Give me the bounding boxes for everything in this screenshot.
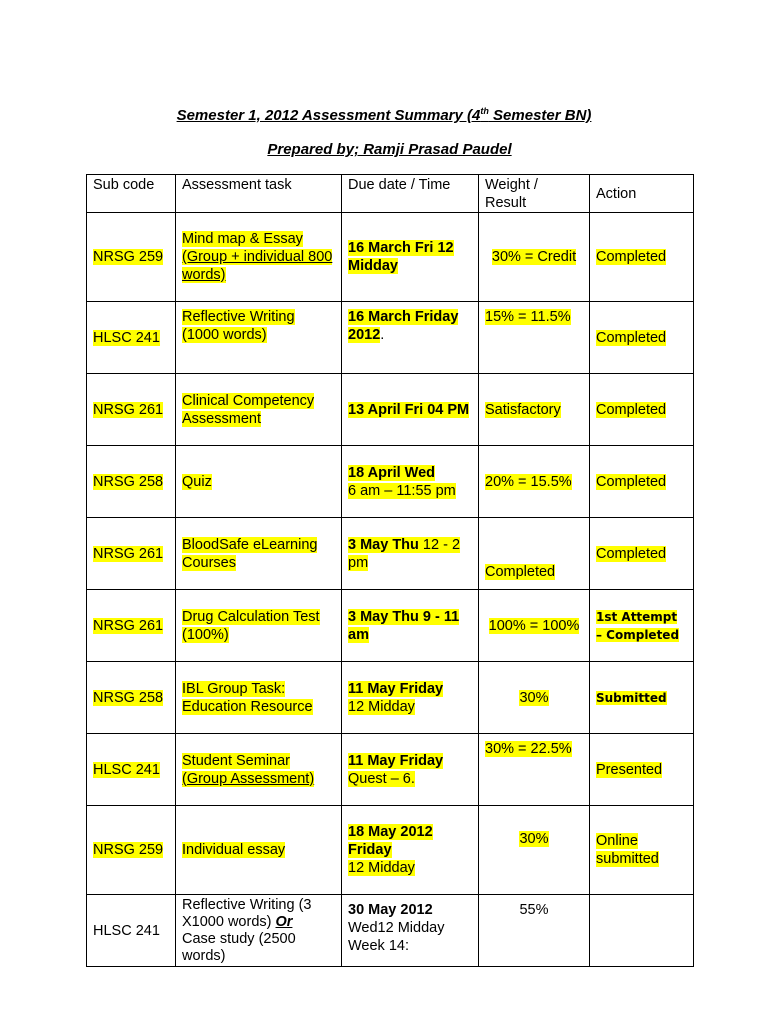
assessment-table bbox=[86, 174, 694, 967]
sub-code-cell: NRSG 259 bbox=[87, 806, 176, 895]
task-cell: Reflective Writing (1000 words) bbox=[176, 302, 342, 374]
sub-code-cell: NRSG 261 bbox=[87, 518, 176, 590]
table-row bbox=[87, 590, 694, 662]
due-cell: 18 May 2012 Friday 12 Midday bbox=[342, 806, 479, 895]
task-cell: Quiz bbox=[176, 446, 342, 518]
due-cell: 11 May Friday Quest – 6. bbox=[342, 734, 479, 806]
weight-cell: 30% = 22.5% bbox=[479, 734, 590, 806]
action-cell: Completed bbox=[590, 213, 694, 302]
sub-code-cell: NRSG 258 bbox=[87, 662, 176, 734]
sub-code-cell: NRSG 261 bbox=[87, 590, 176, 662]
task-cell: Reflective Writing (3 X1000 words) Or Case study (2500 words) bbox=[176, 895, 342, 967]
title-tail: Semester BN) bbox=[488, 107, 592, 124]
table-row bbox=[87, 806, 694, 895]
sub-code-cell: NRSG 258 bbox=[87, 446, 176, 518]
weight-cell: 55% bbox=[479, 895, 590, 967]
header-task: Assessment task bbox=[176, 175, 342, 213]
due-cell: 16 March Fri 12 Midday bbox=[342, 213, 479, 302]
weight-cell: 30% bbox=[479, 662, 590, 734]
header-due: Due date / Time bbox=[342, 175, 479, 213]
table-row bbox=[87, 662, 694, 734]
weight-cell: 30% bbox=[479, 806, 590, 895]
task-cell: BloodSafe eLearning Courses bbox=[176, 518, 342, 590]
weight-cell: 20% = 15.5% bbox=[479, 446, 590, 518]
header-row bbox=[87, 175, 694, 213]
task-cell: Mind map & Essay (Group + individual 800 words) bbox=[176, 213, 342, 302]
task-cell: IBL Group Task: Education Resource bbox=[176, 662, 342, 734]
weight-cell: 15% = 11.5% bbox=[479, 302, 590, 374]
task-cell: Individual essay bbox=[176, 806, 342, 895]
task-cell: Clinical Competency Assessment bbox=[176, 374, 342, 446]
due-cell: 3 May Thu 12 - 2 pm bbox=[342, 518, 479, 590]
sub-code-cell: HLSC 241 bbox=[87, 734, 176, 806]
weight-cell: 30% = Credit bbox=[479, 213, 590, 302]
document-title bbox=[0, 106, 768, 124]
action-cell: Completed bbox=[590, 446, 694, 518]
action-cell: 1st Attempt – Completed bbox=[590, 590, 694, 662]
table-row bbox=[87, 213, 694, 302]
task-cell: Drug Calculation Test (100%) bbox=[176, 590, 342, 662]
title-superscript: th bbox=[480, 106, 489, 116]
task-cell: Student Seminar (Group Assessment) bbox=[176, 734, 342, 806]
weight-cell: 100% = 100% bbox=[479, 590, 590, 662]
due-cell: 16 March Friday 2012. bbox=[342, 302, 479, 374]
table-row bbox=[87, 374, 694, 446]
weight-cell: Satisfactory bbox=[479, 374, 590, 446]
sub-code-cell: HLSC 241 bbox=[87, 302, 176, 374]
action-cell: Completed bbox=[590, 374, 694, 446]
sub-code-cell: NRSG 259 bbox=[87, 213, 176, 302]
prepared-by: Prepared by; Ramji Prasad Paudel bbox=[267, 141, 512, 158]
table-row bbox=[87, 518, 694, 590]
action-cell: Online submitted bbox=[590, 806, 694, 895]
action-cell: Submitted bbox=[590, 662, 694, 734]
due-cell: 13 April Fri 04 PM bbox=[342, 374, 479, 446]
action-cell: Presented bbox=[590, 734, 694, 806]
due-cell: 11 May Friday 12 Midday bbox=[342, 662, 479, 734]
title-text: Semester 1, 2012 Assessment Summary (4 bbox=[176, 107, 481, 124]
header-weight: Weight / Result bbox=[479, 175, 590, 213]
header-action: Action bbox=[590, 175, 694, 213]
table-row bbox=[87, 302, 694, 374]
action-cell: Completed bbox=[590, 518, 694, 590]
sub-code-cell: NRSG 261 bbox=[87, 374, 176, 446]
action-cell: Completed bbox=[590, 302, 694, 374]
due-cell: 18 April Wed 6 am – 11:55 pm bbox=[342, 446, 479, 518]
due-cell: 30 May 2012 Wed12 Midday Week 14: bbox=[342, 895, 479, 967]
table-row bbox=[87, 734, 694, 806]
table-row bbox=[87, 895, 694, 967]
due-cell: 3 May Thu 9 - 11 am bbox=[342, 590, 479, 662]
action-cell bbox=[590, 895, 694, 967]
table-row bbox=[87, 446, 694, 518]
header-sub-code: Sub code bbox=[87, 175, 176, 213]
sub-code-cell: HLSC 241 bbox=[87, 895, 176, 967]
weight-cell: Completed bbox=[479, 518, 590, 590]
